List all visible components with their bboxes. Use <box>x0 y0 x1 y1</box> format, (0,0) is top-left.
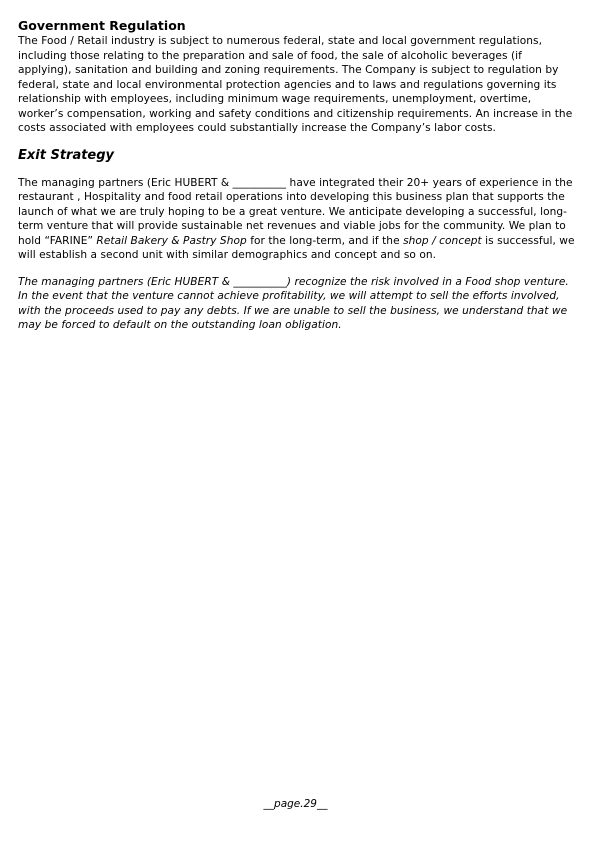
page-number-footer: __page.29__ <box>263 798 328 810</box>
exit-strategy-text-1: The managing partners (Eric HUBERT & __________ have integrated their 20+ years of experience in the restaurant , Hospitality and food retail operations into developing this business plan that supports the launch of what we are truly hoping to be a great venture. We anticipate developing a successful, long-term venture that will provide sustainable net revenues and viable jobs for the community. We plan to hold “FARINE” <box>18 176 573 247</box>
shop-concept-italic: shop / concept <box>403 234 482 247</box>
exit-strategy-text-3: is successful, we will establish a second unit with similar demographics and concept and so on. <box>18 234 575 261</box>
business-name-italic: Retail Bakery & Pastry Shop <box>96 234 247 247</box>
exit-strategy-paragraph-2: The managing partners (Eric HUBERT & __________) recognize the risk involved in a Food shop venture. In the event that the venture cannot achieve profitability, we will attempt to sell the efforts involved, with the proceeds used to pay any debts. If we are unable to sell the business, we understand that we may be forced to default on the outstanding loan obligation. <box>18 275 569 331</box>
government-regulation-paragraph: The Food / Retail industry is subject to numerous federal, state and local government regulations, including those relating to the preparation and sale of food, the sale of alcoholic beverages (if applying), sanitation and building and zoning requirements. The Company is subject to regulation by federal, state and local environmental protection agencies and to laws and regulations governing its relationship with employees, including minimum wage requirements, unemployment, overtime, worker’s compensation, working and safety conditions and citizenship requirements. An increase in the costs associated with employees could substantially increase the Company’s labor costs. <box>18 35 573 134</box>
exit-strategy-paragraph-1 <box>18 176 578 263</box>
government-regulation-heading: Government Regulation <box>18 18 186 33</box>
document-page <box>18 18 578 333</box>
exit-strategy-title: Exit Strategy <box>18 147 115 163</box>
exit-strategy-text-2: for the long-term, and if the <box>246 234 404 247</box>
